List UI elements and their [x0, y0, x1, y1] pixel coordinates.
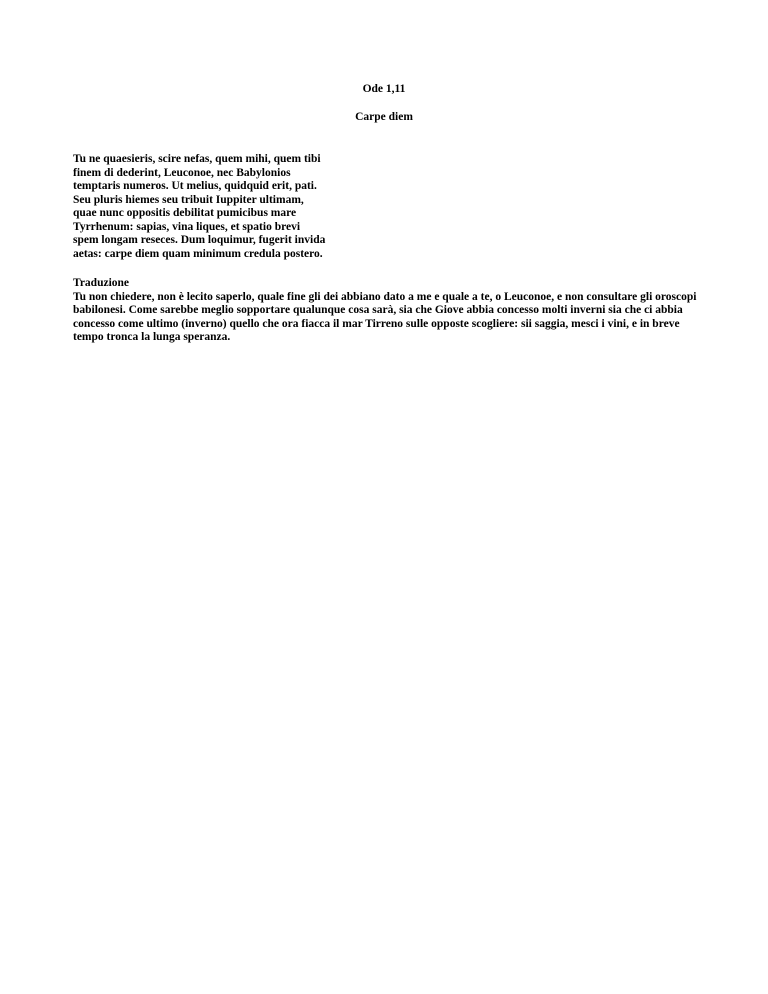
ode-subtitle: Carpe diem: [355, 111, 413, 123]
poem-line: finem di dederint, Leuconoe, nec Babylonios: [73, 166, 291, 179]
poem-line: Tu ne quaesieris, scire nefas, quem mihi, quem tibi: [73, 153, 321, 165]
poem-line: temptaris numeros. Ut melius, quidquid erit, pati.: [73, 180, 317, 192]
poem-line: quae nunc oppositis debilitat pumicibus mare: [73, 207, 297, 219]
poem-line: aetas: carpe diem quam minimum credula postero.: [73, 247, 323, 260]
latin-poem: [73, 153, 325, 261]
poem-line: Seu pluris hiemes seu tribuit Iuppiter ultimam,: [73, 193, 304, 206]
ode-title: Ode 1,11: [362, 83, 406, 95]
translation-text: Tu non chiedere, non è lecito saperlo, quale fine gli dei abbiano dato a me e quale a te, o Leuconoe, e non consultare gli oroscopi babilonesi. Come sarebbe meglio sopportare qualunque cosa sarà, sia che Giove abbia concesso molti inverni sia che ci abbia concesso come ultimo (inverno) quello che ora fiacca il mar Tirreno sulle opposte scogliere: sii saggia, mesci i vini, e in breve tempo tronca la lunga speranza.: [73, 290, 697, 343]
poem-line: spem longam reseces. Dum loquimur, fugerit invida: [73, 234, 326, 246]
translation-section: [73, 277, 703, 345]
translation-label: Traduzione: [73, 277, 130, 289]
poem-line: Tyrrhenum: sapias, vina liques, et spatio brevi: [73, 220, 301, 233]
